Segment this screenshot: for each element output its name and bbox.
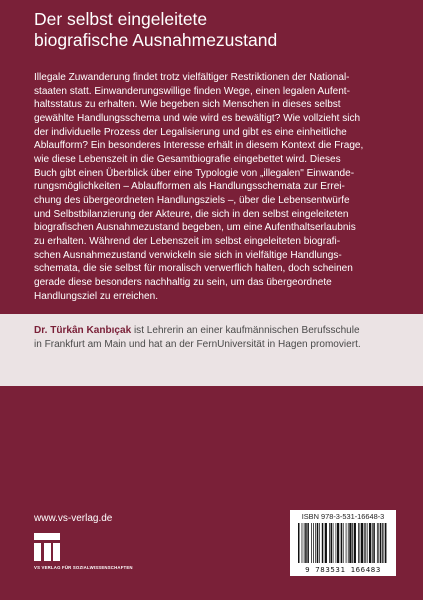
title-line: biografische Ausnahmezustand [34, 30, 278, 50]
blurb-line: und Selbstbilanzierung der Akteure, die sich in den selbst eingeleiteten [34, 208, 349, 220]
barcode-bar [333, 523, 334, 563]
blurb-line: biografischen Ausnahmezustand begeben, um eine Aufenthaltserlaubnis [34, 222, 356, 234]
isbn-label: ISBN 978-3-531-16648-3 [301, 512, 385, 521]
barcode-bar [329, 523, 330, 563]
barcode-bar [373, 523, 375, 563]
blurb-line: gewählte Handlungsschema und wie wird es bewältigt? Wie vollzieht sich [34, 112, 361, 124]
title-line: Der selbst eingeleitete [34, 9, 208, 29]
author-bio [34, 324, 404, 351]
author-bio-band [0, 314, 423, 386]
blurb-line: Buch gibt einen Überblick über eine Typologie von „illegalen" Einwande- [34, 167, 355, 179]
barcode-bar [319, 523, 320, 563]
barcode-bar [360, 523, 361, 563]
author-name: Dr. Türkân Kanbıçak [34, 325, 132, 336]
barcode [297, 523, 389, 563]
barcode-bar [331, 523, 333, 563]
barcode-bar [384, 523, 385, 563]
barcode-bar [305, 523, 307, 563]
barcode-bar [317, 523, 319, 563]
blurb-line: Ablaufform? Ein besonderes Interesse erhält in diesem Kontext die Frage, [34, 140, 364, 152]
barcode-bar [382, 523, 383, 563]
barcode-bar [378, 523, 379, 563]
barcode-bar [311, 523, 312, 563]
barcode-bar [307, 523, 309, 563]
blurb-line: schemata, die sie selbst für moralisch verwerflich halten, doch scheinen [34, 263, 353, 275]
barcode-bar [313, 523, 314, 563]
barcode-bar [361, 523, 363, 563]
barcode-bar [336, 523, 337, 563]
barcode-bar [354, 523, 356, 563]
blurb-text [34, 71, 396, 303]
publisher-imprint: VS VERLAG FÜR SOZIALWISSENSCHAFTEN [34, 565, 133, 570]
barcode-bar [348, 523, 349, 563]
isbn-barcode-box [290, 510, 396, 576]
barcode-bar [358, 523, 359, 563]
barcode-bar [298, 523, 300, 563]
barcode-bar [304, 523, 305, 563]
blurb-line: zu erhalten. Während der Lebenszeit im selbst eingeleiteten biografi- [34, 235, 341, 247]
barcode-bar [364, 523, 365, 563]
author-bio-line [34, 324, 404, 338]
barcode-bar [349, 523, 351, 563]
author-bio-line: in Frankfurt am Main und hat an der FernUniversität in Hagen promoviert. [34, 338, 361, 350]
author-bio-text: ist Lehrerin an einer kaufmännischen Berufsschule [131, 325, 360, 336]
publisher-logo [34, 533, 194, 573]
blurb-line: staaten statt. Einwanderungswillige finden Wege, einen legalen Aufent- [34, 85, 350, 97]
blurb-line: gerade diese besonders nachhaltig zu sein, um das übergeordnete [34, 276, 332, 288]
barcode-bar [341, 523, 343, 563]
blurb-line: schen Ausnahmezustand verwickeln sie sich in vielfältige Handlungs- [34, 249, 342, 261]
barcode-bar [343, 523, 344, 563]
barcode-bar [322, 523, 324, 563]
publisher-url[interactable]: www.vs-verlag.de [34, 513, 113, 524]
blurb-line: Handlungsziel zu erreichen. [34, 290, 158, 302]
vs-verlag-logo-icon [34, 533, 60, 561]
barcode-digits: 9 783531 166483 [305, 565, 381, 574]
barcode-bar [365, 523, 366, 563]
blurb-line: wie diese Lebenszeit in die Gesamtbiografie eingebettet wird. Dieses [34, 153, 341, 165]
barcode-bar [325, 523, 327, 563]
barcode-bar [377, 523, 378, 563]
blurb-line: haltsstatus zu erhalten. Wie begeben sich Menschen in dieses selbst [34, 99, 341, 111]
barcode-bar [367, 523, 368, 563]
blurb-line: Illegale Zuwanderung findet trotz vielfältiger Restriktionen der National- [34, 72, 350, 83]
blurb-line: rungsmöglichkeiten – Ablaufformen als Handlungsschemata zur Errei- [34, 181, 345, 193]
barcode-bar [352, 523, 353, 563]
barcode-bar [302, 523, 303, 563]
barcode-bar [372, 523, 373, 563]
book-title [34, 9, 394, 51]
barcode-bar [385, 523, 387, 563]
barcode-bar [337, 523, 339, 563]
blurb-line: chung des übergeordneten Handlungsziels –, über die Lebensentwürfe [34, 194, 350, 206]
blurb-line: der individuelle Prozess der Legalisierung und gibt es eine einheitliche [34, 126, 347, 138]
barcode-bar [346, 523, 347, 563]
barcode-bar [380, 523, 382, 563]
barcode-bar [369, 523, 371, 563]
barcode-bar [315, 523, 316, 563]
